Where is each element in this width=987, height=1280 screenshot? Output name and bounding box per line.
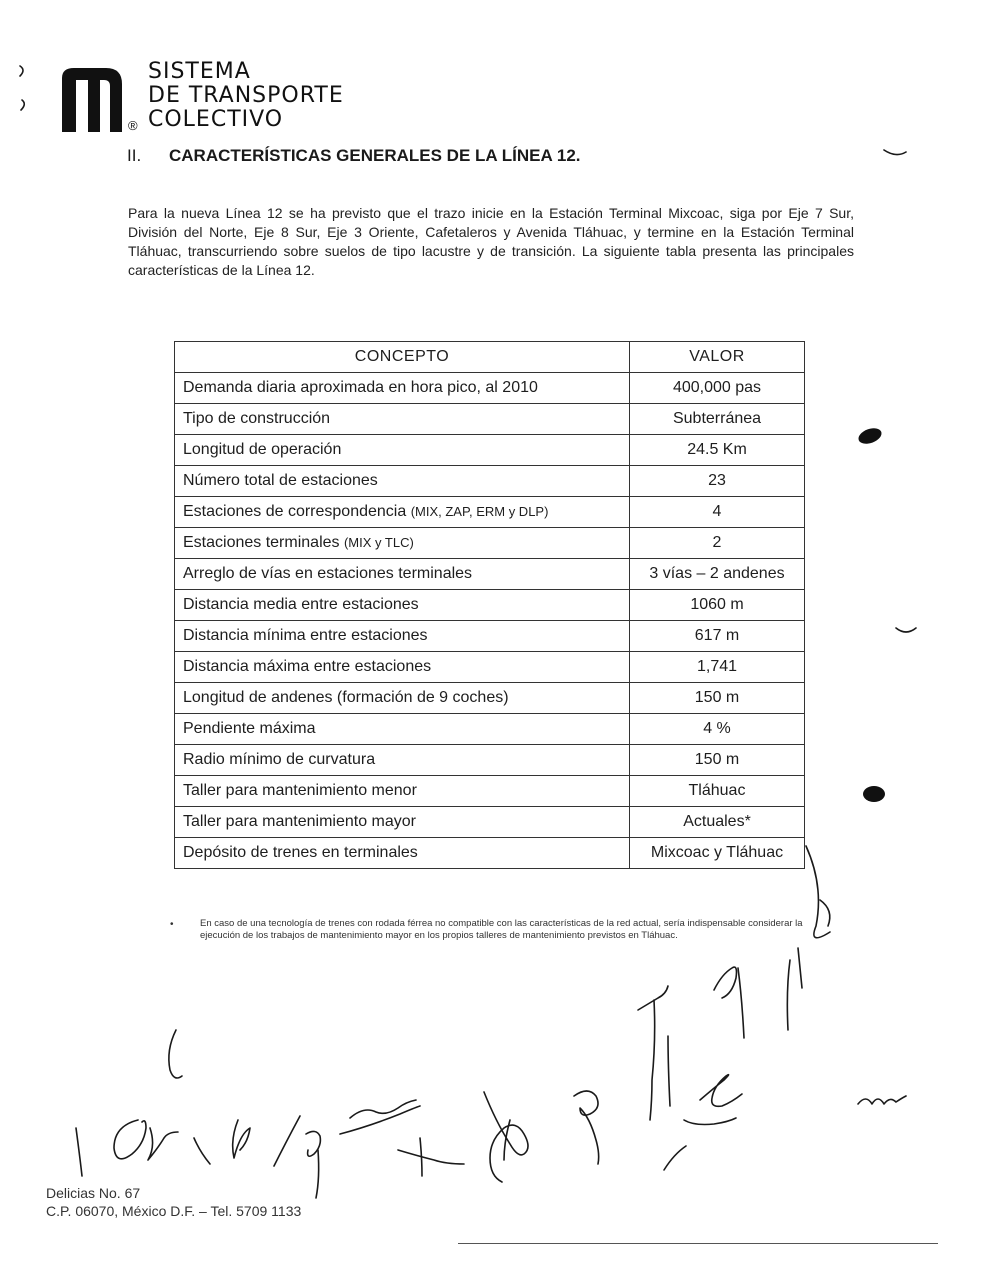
value-cell: 4 [630,497,805,528]
concept-text: Taller para mantenimiento menor [183,782,417,799]
concept-cell [175,652,630,683]
section-heading [127,146,747,166]
value-cell: 2 [630,528,805,559]
concept-text: Estaciones de correspondencia [183,503,407,520]
characteristics-table-wrap [174,341,804,869]
org-name-line-1: SISTEMA [148,59,251,84]
org-name-line-2: DE TRANSPORTE [148,83,344,108]
value-cell: 400,000 pas [630,373,805,404]
characteristics-table [174,341,805,869]
footnote-text: En caso de una tecnología de trenes con rodada férrea no compatible con las características de la red actual, sería indispensable considerar la ejecución de los trabajos de mantenimiento mayor en los propios talleres de mantenimiento previstos en Tláhuac. [200,918,803,941]
concept-cell [175,590,630,621]
concept-text: Depósito de trenes en terminales [183,844,418,861]
table-header-row [175,342,805,373]
section-number: II. [127,146,142,165]
table-row [175,776,805,807]
table-row [175,590,805,621]
org-name-line-3: COLECTIVO [148,107,284,132]
concept-cell [175,528,630,559]
concept-cell [175,435,630,466]
concept-cell [175,745,630,776]
concept-cell [175,776,630,807]
table-row [175,683,805,714]
concept-text: Estaciones terminales [183,534,340,551]
concept-cell [175,621,630,652]
concept-note: (MIX y TLC) [343,535,414,550]
concept-cell [175,466,630,497]
table-row [175,497,805,528]
value-cell: 24.5 Km [630,435,805,466]
intro-paragraph: Para la nueva Línea 12 se ha previsto que el trazo inicie en la Estación Terminal Mixcoac, siga por Eje 7 Sur, División del Norte, Eje 8 Sur, Eje 3 Oriente, Cafetaleros y Avenida Tláhuac, y termine en la Estación Terminal Tláhuac, transcurriendo sobre suelos de tipo lacustre y de transición. La siguiente tabla presenta las principales características de la Línea 12. [128,205,854,278]
concept-cell [175,683,630,714]
concept-text: Distancia máxima entre estaciones [183,658,432,675]
table-row [175,807,805,838]
concept-text: Longitud de operación [183,441,342,458]
concept-note: (MIX, ZAP, ERM y DLP) [410,504,549,519]
registered-mark: ® [128,118,138,133]
org-name [148,60,408,132]
address-line-1: Delicias No. 67 [46,1185,141,1201]
table-row [175,652,805,683]
value-cell: Actuales* [630,807,805,838]
value-cell: Tláhuac [630,776,805,807]
concept-cell [175,838,630,869]
value-cell: 1060 m [630,590,805,621]
concept-text: Taller para mantenimiento mayor [183,813,416,830]
value-cell: 4 % [630,714,805,745]
value-cell: 1,741 [630,652,805,683]
concept-text: Distancia mínima entre estaciones [183,627,428,644]
table-row [175,373,805,404]
concept-text: Longitud de andenes (formación de 9 coches) [183,689,509,706]
table-row [175,528,805,559]
section-title: CARACTERÍSTICAS GENERALES DE LA LÍNEA 12. [169,146,581,165]
concept-cell [175,807,630,838]
footer-rule [458,1243,938,1244]
table-row [175,559,805,590]
concept-cell [175,559,630,590]
header-value: VALOR [630,342,805,373]
value-cell: 23 [630,466,805,497]
value-cell: Mixcoac y Tláhuac [630,838,805,869]
table-row [175,621,805,652]
header-concept: CONCEPTO [175,342,630,373]
table-row [175,404,805,435]
value-cell: 3 vías – 2 andenes [630,559,805,590]
concept-text: Radio mínimo de curvatura [183,751,376,768]
concept-cell [175,404,630,435]
value-cell: 617 m [630,621,805,652]
value-cell: 150 m [630,683,805,714]
address-line-2: C.P. 06070, México D.F. – Tel. 5709 1133 [46,1203,302,1219]
footnote-bullet: • [170,919,174,930]
table-row [175,435,805,466]
concept-text: Demanda diaria aproximada en hora pico, al 2010 [183,379,538,396]
table-row [175,838,805,869]
table-row [175,714,805,745]
table-row [175,466,805,497]
concept-text: Número total de estaciones [183,472,378,489]
concept-cell [175,714,630,745]
concept-text: Pendiente máxima [183,720,316,737]
table-row [175,745,805,776]
value-cell: 150 m [630,745,805,776]
concept-text: Arreglo de vías en estaciones terminales [183,565,473,582]
concept-text: Tipo de construcción [183,410,331,427]
metro-logo-icon [60,64,130,134]
concept-cell [175,497,630,528]
value-cell: Subterránea [630,404,805,435]
concept-text: Distancia media entre estaciones [183,596,419,613]
concept-cell [175,373,630,404]
footer-address [46,1184,426,1220]
